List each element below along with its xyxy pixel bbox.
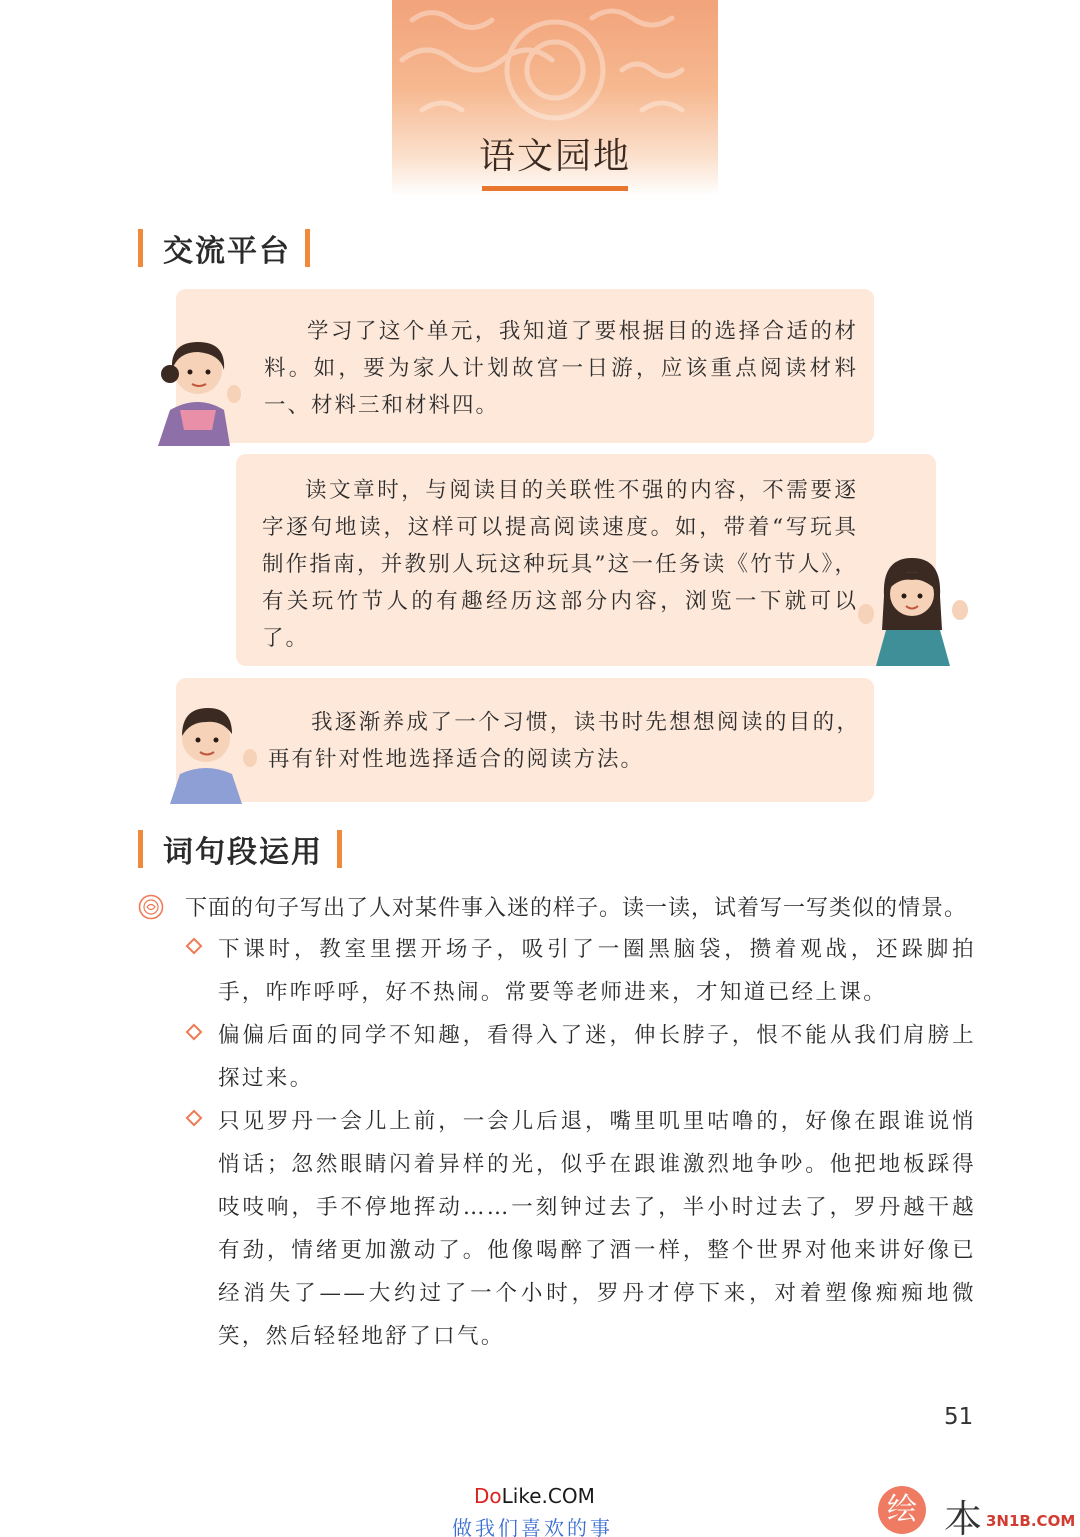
site-domain: 3N1B.COM — [986, 1512, 1076, 1530]
page-title: 语文园地 — [478, 136, 631, 177]
example-item — [186, 1100, 976, 1358]
example-item — [186, 1014, 976, 1100]
section-title: 交流平台 — [163, 234, 291, 269]
site-logo-char: 本 — [944, 1497, 983, 1537]
diamond-bullet-icon — [186, 938, 203, 955]
section-heading-word-usage — [138, 829, 342, 869]
site-logo-circle: 绘 — [878, 1486, 926, 1534]
speech-text: 我逐渐养成了一个习惯，读书时先想想阅读的目的，再有针对性地选择适合的阅读方法。 — [268, 710, 860, 772]
speech-card-3 — [176, 678, 874, 802]
page-number: 51 — [944, 1404, 974, 1430]
section-title: 词句段运用 — [163, 835, 323, 870]
section-bar-icon — [305, 229, 310, 267]
section-bar-icon — [138, 229, 143, 267]
girl-long-hair-illustration-icon — [856, 548, 968, 666]
dolike-watermark: DoLike.COM — [474, 1484, 595, 1508]
girl-pigtails-illustration-icon — [150, 330, 246, 446]
boy-illustration-icon — [160, 700, 260, 804]
speech-text: 学习了这个单元，我知道了要根据目的选择合适的材料。如，要为家人计划故宫一日游，应该重点阅读材料一、材料三和材料四。 — [264, 319, 858, 418]
speech-text: 读文章时，与阅读目的关联性不强的内容，不需要逐字逐句地读，这样可以提高阅读速度。如，带着“写玩具制作指南，并教别人玩这种玩具”这一任务读《竹节人》，有关玩竹节人的有趣经历这部分内容，浏览一下就可以了。 — [262, 478, 858, 651]
section-bar-icon — [138, 830, 143, 868]
exercise-instruction: 下面的句子写出了人对某件事入迷的样子。读一读，试着写一写类似的情景。 — [185, 896, 968, 921]
title-underline — [482, 186, 628, 191]
exercise-seal-icon — [138, 894, 164, 920]
diamond-bullet-icon — [186, 1110, 203, 1127]
diamond-bullet-icon — [186, 1024, 203, 1041]
example-text: 下课时，教室里摆开场子，吸引了一圈黑脑袋，攒着观战，还跺脚拍手，咋咋呼呼，好不热闹。常要等老师进来，才知道已经上课。 — [218, 937, 976, 1005]
section-heading-exchange — [138, 228, 310, 268]
dolike-slogan: 做我们喜欢的事 — [452, 1516, 613, 1537]
speech-card-2 — [236, 454, 936, 666]
section-bar-icon — [337, 830, 342, 868]
example-text: 只见罗丹一会儿上前，一会儿后退，嘴里叽里咕噜的，好像在跟谁说悄悄话；忽然眼睛闪着异样的光，似乎在跟谁激烈地争吵。他把地板踩得吱吱响，手不停地挥动……一刻钟过去了，半小时过去了，罗丹越干越有劲，情绪更加激动了。他像喝醉了酒一样，整个世界对他来讲好像已经消失了——大约过了一个小时，罗丹才停下来，对着塑像痴痴地微笑，然后轻轻地舒了口气。 — [218, 1109, 976, 1349]
example-text: 偏偏后面的同学不知趣，看得入了迷，伸长脖子，恨不能从我们肩膀上探过来。 — [218, 1023, 976, 1091]
header-banner — [392, 0, 718, 196]
speech-card-1 — [176, 289, 874, 443]
example-item — [186, 928, 976, 1014]
